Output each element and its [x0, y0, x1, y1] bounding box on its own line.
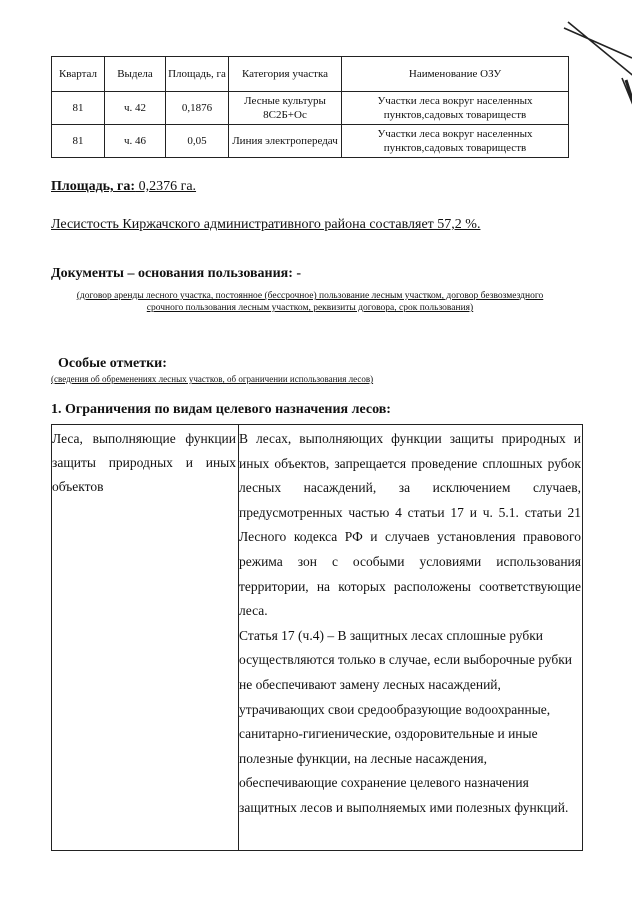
table-row: [52, 92, 569, 125]
cell-quarter: 81: [52, 125, 105, 158]
parcels-table-header: [52, 57, 569, 92]
area-label: Площадь, га:: [51, 179, 136, 194]
header-category: Категория участка: [229, 57, 342, 92]
special-marks-subtitle: (сведения об обременениях лесных участков, об ограничении использования лесов): [51, 374, 374, 384]
documents-title: Документы – основания пользования: -: [51, 266, 302, 281]
cell-allotment: ч. 42: [105, 92, 166, 125]
article-17-paragraph: Статья 17 (ч.4) – В защитных лесах сплошные рубки осуществляются только в случае, если выборочные рубки не обеспечивают замену лесных насаждений, утрачивающих свои средообразующие водоохранные, санитарно-гигиенические, оздоровительные и иные полезные функции, на лесные насаждения, обеспечивающие сохранение целевого назначения защитных лесов и выполняемых ими полезных функций.: [239, 627, 573, 815]
cell-area: 0,05: [166, 125, 229, 158]
page-corner-mark: [562, 18, 632, 128]
cell-ozu-name: Участки леса вокруг населенных пунктов,садовых товариществ: [342, 92, 569, 125]
area-value: 0,2376 га.: [135, 179, 197, 194]
special-marks-title: Особые отметки:: [58, 356, 167, 371]
restriction-category: Леса, выполняющие функции защиты природных и иных объектов: [52, 431, 236, 494]
header-quarter: Квартал: [52, 57, 105, 92]
cell-allotment: ч. 46: [105, 125, 166, 158]
cell-category: Лесные культуры 8С2Б+Ос: [229, 92, 342, 125]
table-row: [52, 125, 569, 158]
restriction-description: [239, 427, 581, 821]
documents-subtitle-text: (договор аренды лесного участка, постоянное (бессрочное) пользование лесным участком, договор безвозмездного срочного пользования лесным участком, реквизиты договора, срок пользования): [76, 291, 544, 313]
documents-subtitle: [60, 290, 560, 314]
restriction-paragraph: В лесах, выполняющих функции защиты природных и иных объектов, запрещается проведение сплошных рубок лесных насаждений, за исключением случаев, предусмотренных частью 4 статьи 17 и ч. 5.1. статьи 21 Лесного кодекса РФ и случаев установления правового режима зон с особыми условиями использования территории, на которых расположены соответствующие леса.: [239, 431, 581, 619]
cell-quarter: 81: [52, 92, 105, 125]
header-allotment: Выдела: [105, 57, 166, 92]
header-ozu-name: Наименование ОЗУ: [342, 57, 569, 92]
cell-area: 0,1876: [166, 92, 229, 125]
cell-ozu-name: Участки леса вокруг населенных пунктов,садовых товариществ: [342, 125, 569, 158]
restrictions-title: 1. Ограничения по видам целевого назначения лесов:: [51, 402, 391, 417]
parcels-table: [51, 56, 569, 158]
cell-category: Линия электропередач: [229, 125, 342, 158]
forest-cover-text: Лесистость Киржачского административного района составляет 57,2 %.: [51, 217, 481, 232]
area-line: [51, 179, 196, 195]
restrictions-table: [51, 424, 583, 851]
header-area: Площадь, га: [166, 57, 229, 92]
